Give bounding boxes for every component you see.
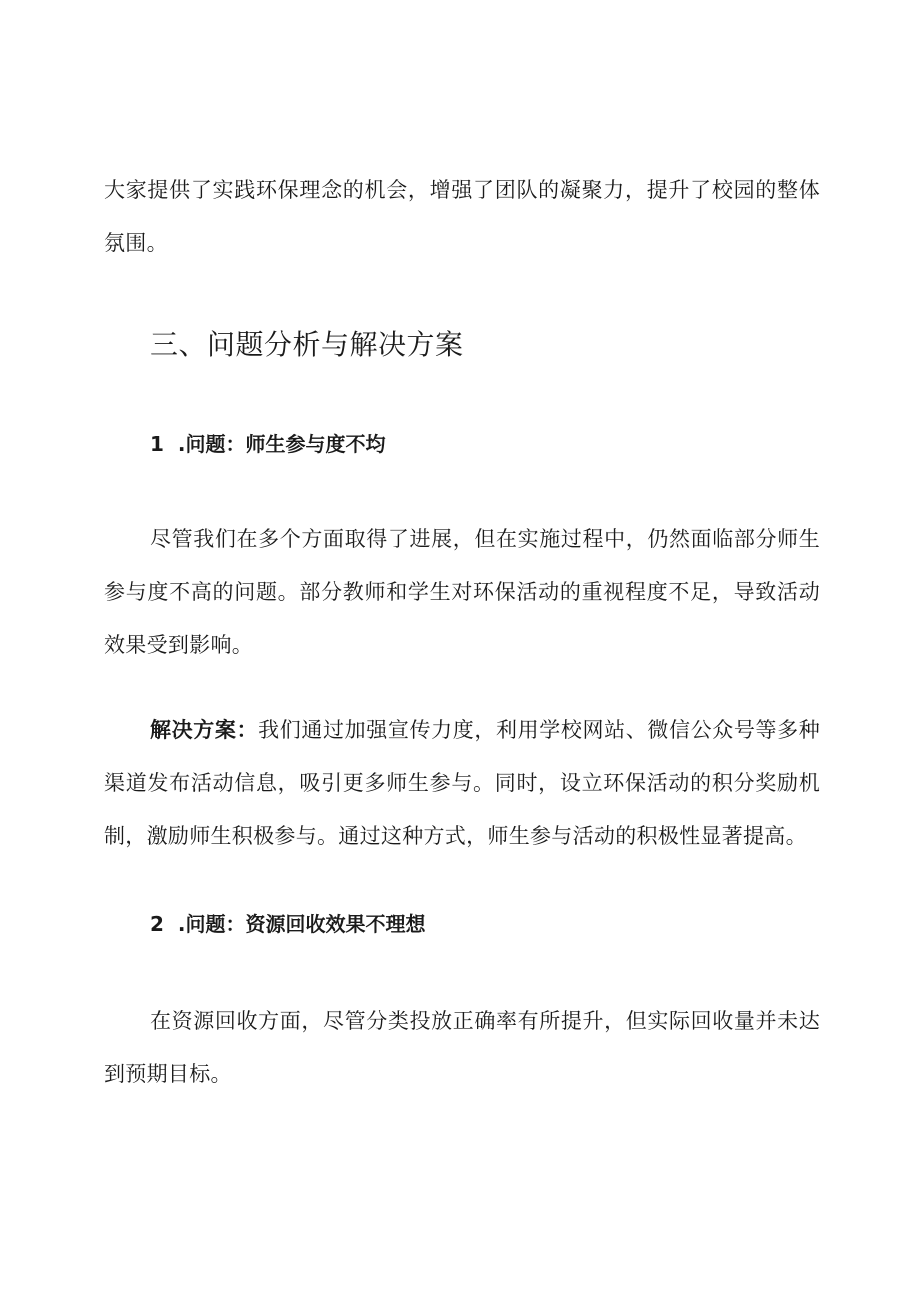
solution-body: 我们通过加强宣传力度，利用学校网站、微信公众号等多种渠道发布活动信息，吸引更多师生参与。同时，设立环保活动的积分奖励机制，激励师生积极参与。通过这种方式，师生参与活动的积极性显著提高。	[104, 718, 820, 848]
subheading-issue-2	[150, 904, 426, 944]
subheading-issue-1	[150, 424, 386, 464]
issue-1-paragraph: 尽管我们在多个方面取得了进展，但在实施过程中，仍然面临部分师生参与度不高的问题。部分教师和学生对环保活动的重视程度不足，导致活动效果受到影响。	[104, 527, 820, 657]
issue-2-paragraph: 在资源回收方面，尽管分类投放正确率有所提升，但实际回收量并未达到预期目标。	[104, 1009, 820, 1086]
subheading-number: 2	[150, 912, 164, 936]
section-heading: 三、问题分析与解决方案	[150, 328, 464, 361]
subheading-text: .问题：师生参与度不均	[177, 432, 386, 456]
continuation-paragraph: 大家提供了实践环保理念的机会，增强了团队的凝聚力，提升了校园的整体氛围。	[104, 178, 820, 255]
solution-label: 解决方案：	[150, 718, 259, 742]
subheading-text: .问题：资源回收效果不理想	[177, 912, 426, 936]
subheading-number: 1	[150, 432, 164, 456]
solution-1-paragraph	[104, 704, 820, 863]
